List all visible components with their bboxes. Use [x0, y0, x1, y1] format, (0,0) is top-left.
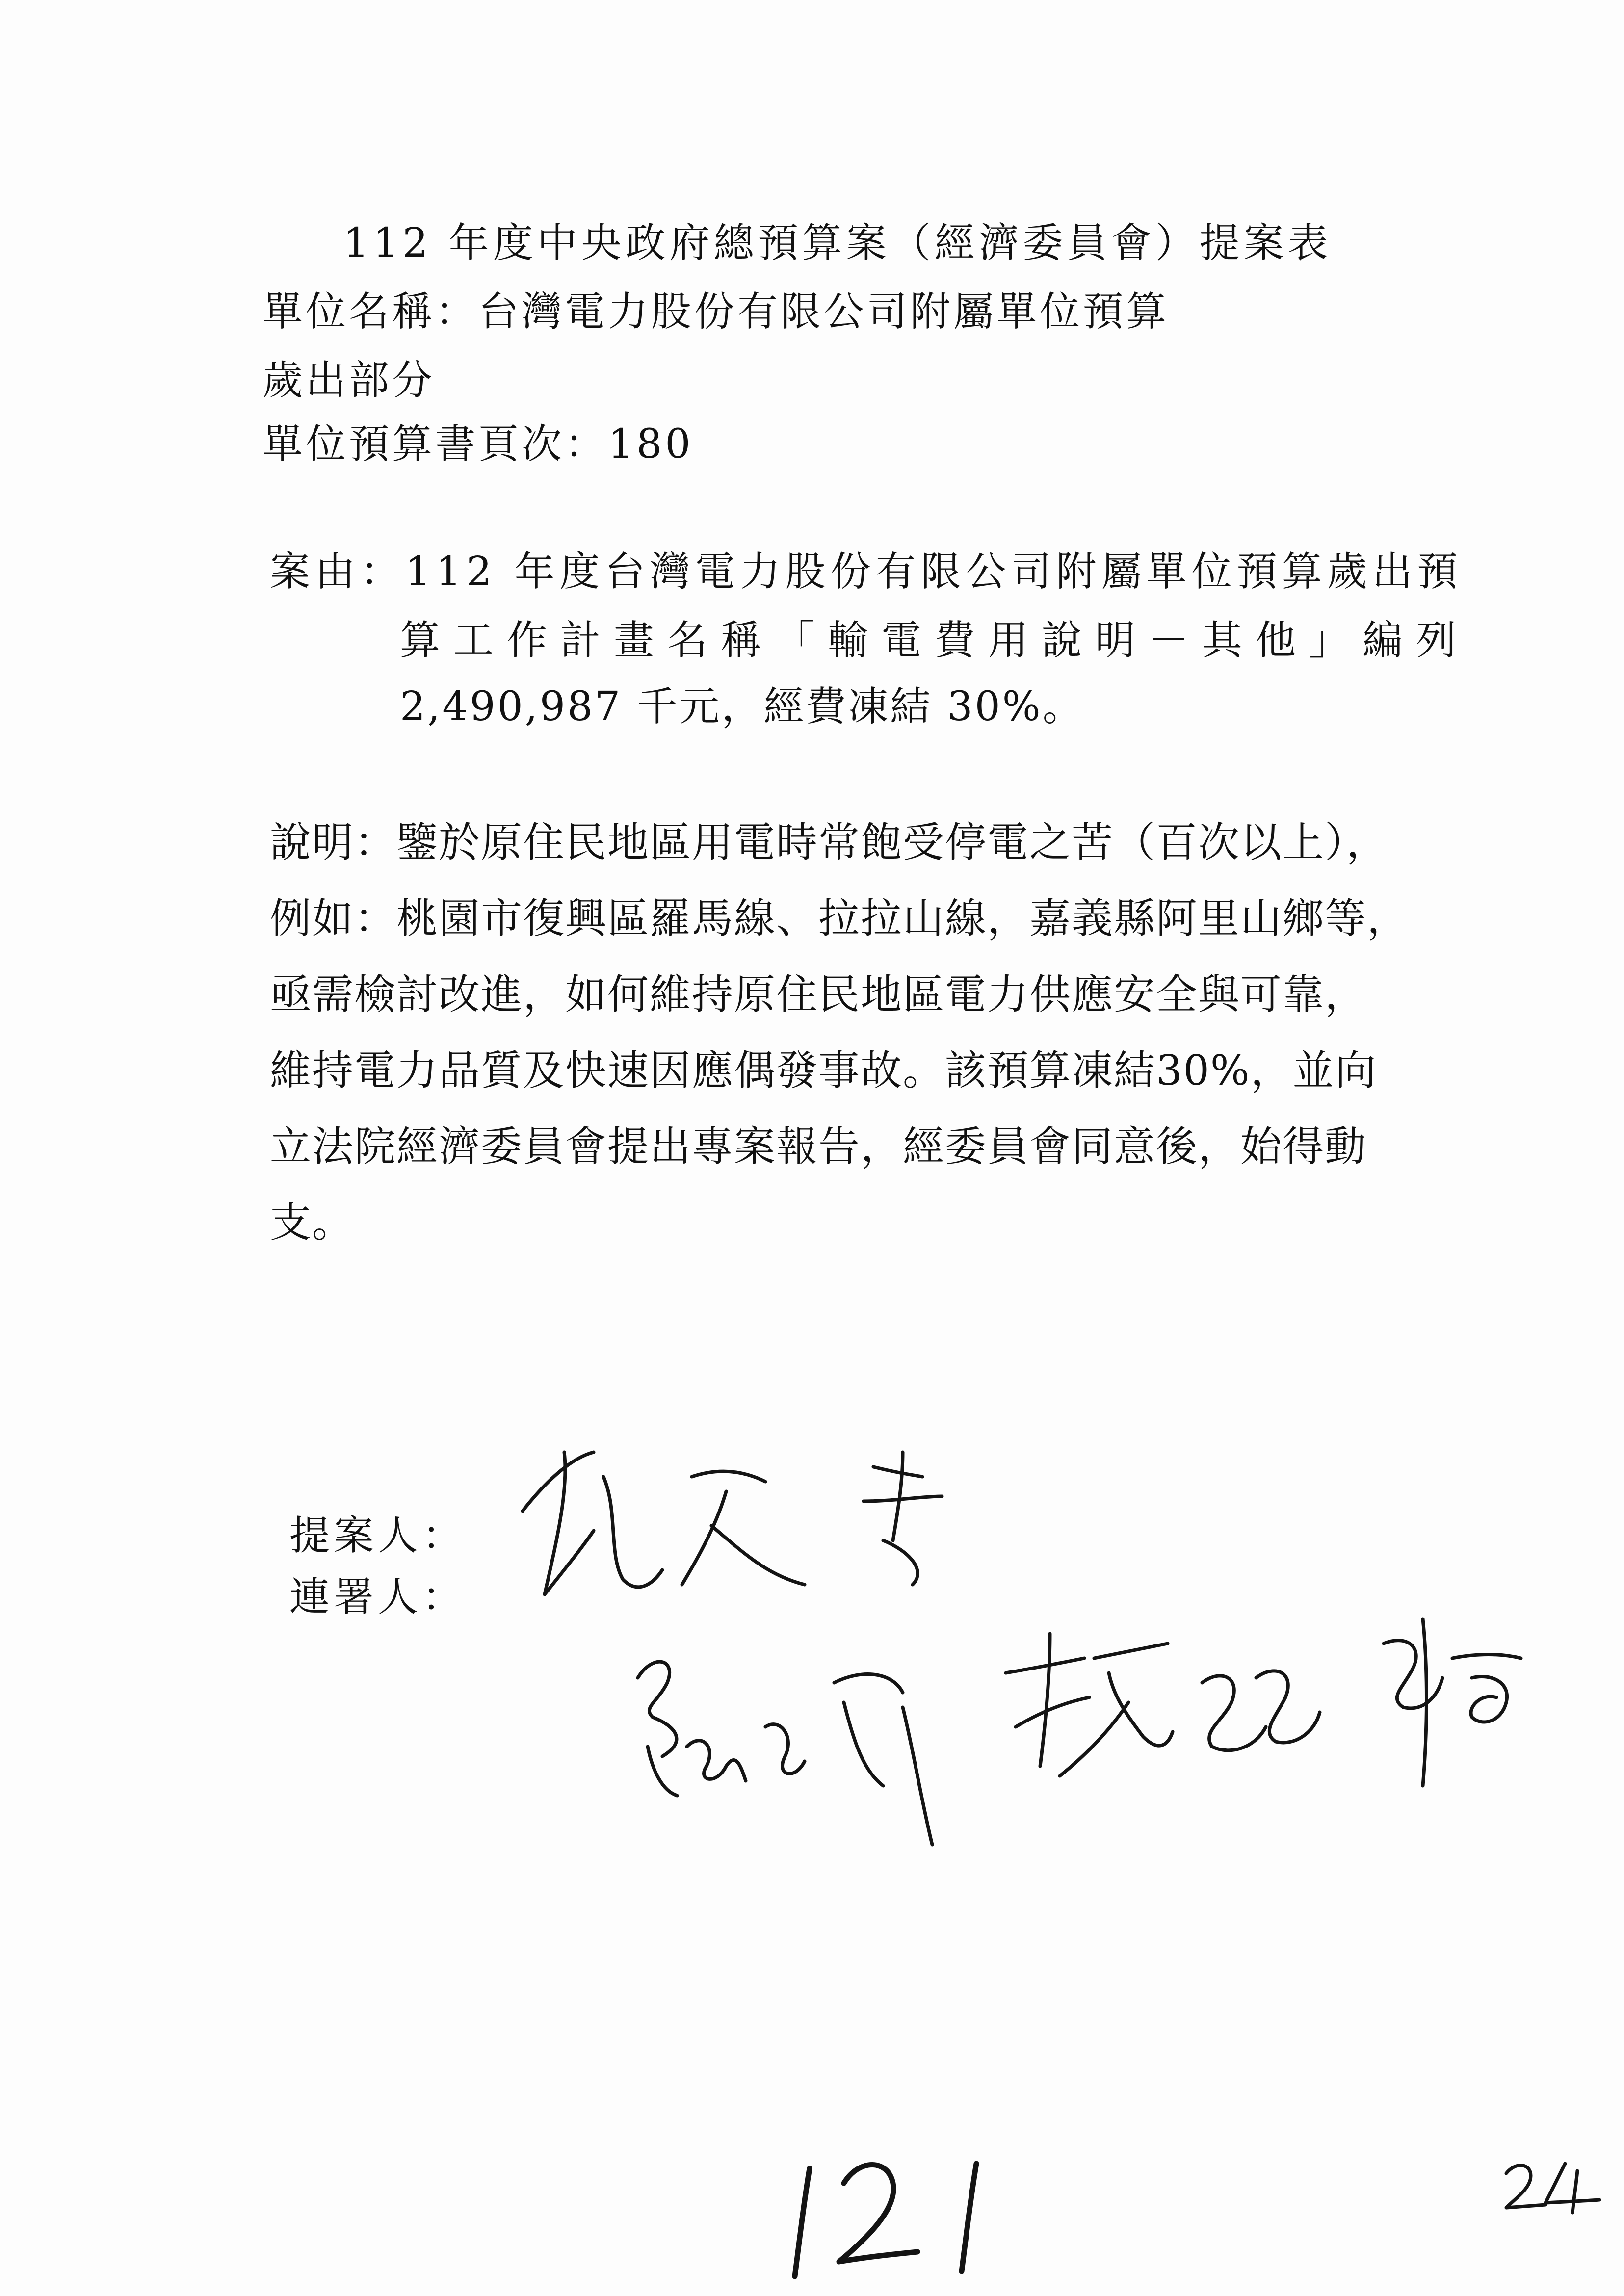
- explanation-line-5: 立法院經濟委員會提出專案報告，經委員會同意後，始得動: [270, 1122, 1367, 1171]
- explanation-line-2: 例如：桃園市復興區羅馬線、拉拉山線，嘉義縣阿里山鄉等，: [270, 894, 1410, 942]
- explanation-line-4: 維持電力品質及快速因應偶發事故。該預算凍結30%，並向: [270, 1046, 1377, 1095]
- unit-name-line: 單位名稱：台灣電力股份有限公司附屬單位預算: [262, 288, 1170, 335]
- cosigner-signature-2: [1006, 1619, 1521, 1786]
- explanation-line-6: 支。: [270, 1199, 355, 1247]
- page-reference-line: 單位預算書頁次：180: [262, 421, 694, 468]
- cosigner-signature-1: [638, 1662, 932, 1845]
- proposer-label: 提案人：: [289, 1513, 467, 1559]
- explanation-line-3: 亟需檢討改進，如何維持原住民地區電力供應安全與可靠，: [270, 970, 1367, 1018]
- handwritten-corner-number: [1506, 2164, 1599, 2213]
- document-title: 112 年度中央政府總預算案（經濟委員會）提案表: [343, 220, 1332, 266]
- handwritten-page-number: [795, 2164, 976, 2276]
- proposer-signature: [523, 1452, 942, 1594]
- case-line-2: 算工作計畫名稱「輸電費用說明－其他」編列: [400, 617, 1470, 664]
- section-line: 歲出部分: [262, 357, 436, 404]
- explanation-line-1: 說明：鑒於原住民地區用電時常飽受停電之苦（百次以上），: [270, 818, 1389, 866]
- case-line-3: 2,490,987 千元，經費凍結 30%。: [400, 683, 1085, 730]
- cosigner-label: 連署人：: [289, 1574, 467, 1620]
- case-line-1: 案由：112 年度台灣電力股份有限公司附屬單位預算歲出預: [270, 548, 1463, 595]
